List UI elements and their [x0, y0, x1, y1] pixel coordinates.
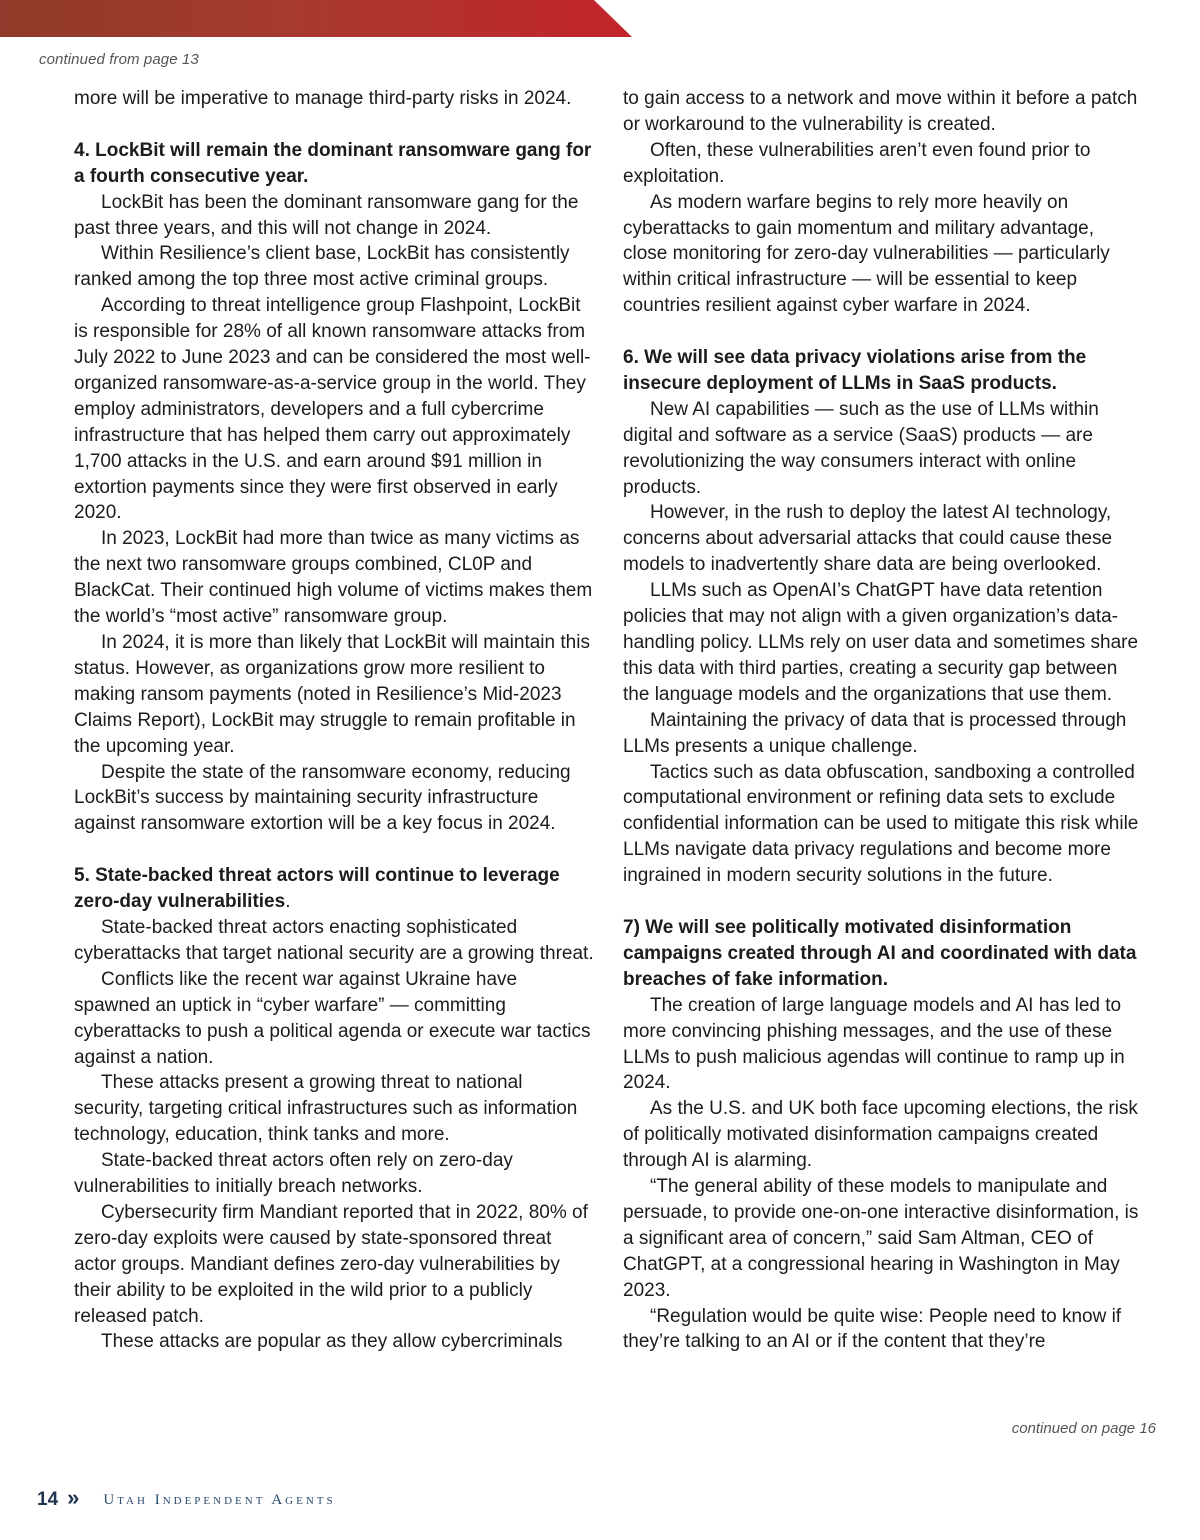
paragraph: Maintaining the privacy of data that is processed through LLMs presents a unique challenge.: [623, 709, 1127, 757]
paragraph: Within Resilience’s client base, LockBit has consistently ranked among the top three most active criminal groups.: [74, 243, 570, 291]
footer: [37, 1485, 336, 1512]
paragraph: Despite the state of the ransomware economy, reducing LockBit’s success by maintaining security infrastructure against ransomware extortion will be a key focus in 2024.: [74, 761, 571, 835]
paragraph: Often, these vulnerabilities aren’t even found prior to exploitation.: [623, 139, 1091, 187]
paragraph: State-backed threat actors enacting sophisticated cyberattacks that target national security are a growing threat.: [74, 916, 594, 964]
paragraph: Tactics such as data obfuscation, sandboxing a controlled computational environment or refining data sets to exclude confidential information can be used to mitigate this risk while LLMs navigate data privacy regulations and become more ingrained in modern security solutions in the future.: [623, 761, 1139, 887]
paragraph: “Regulation would be quite wise: People need to know if they’re talking to an AI or if the content that they’re: [623, 1305, 1122, 1353]
paragraph: As modern warfare begins to rely more heavily on cyberattacks to gain momentum and military advantage, close monitoring for zero-day vulnerabilities — particularly within critical infrastructure — will be essential to keep countries resilient against cyber warfare in 2024.: [623, 191, 1110, 317]
paragraph: These attacks present a growing threat to national security, targeting critical infrastructures such as information technology, education, think tanks and more.: [74, 1072, 578, 1146]
paragraph: more will be imperative to manage third-party risks in 2024.: [74, 88, 572, 109]
left-column: [74, 86, 594, 1355]
paragraph: LockBit has been the dominant ransomware gang for the past three years, and this will not change in 2024.: [74, 191, 579, 239]
paragraph: However, in the rush to deploy the latest AI technology, concerns about adversarial attacks that could cause these models to inadvertently share data are being overlooked.: [623, 502, 1113, 576]
paragraph: “The general ability of these models to manipulate and persuade, to provide one-on-one interactive disinformation, is a significant area of concern,” said Sam Altman, CEO of ChatGPT, at a congressional hearing in Washington in May 2023.: [623, 1176, 1139, 1301]
continued-from-note: continued from page 13: [39, 51, 199, 68]
paragraph: In 2023, LockBit had more than twice as many victims as the next two ransomware groups combined, CL0P and BlackCat. Their continued high volume of victims makes them the world’s “most active” ransomware group.: [74, 528, 593, 628]
paragraph: According to threat intelligence group Flashpoint, LockBit is responsible for 28% of all known ransomware attacks from July 2022 to June 2023 and can be considered the most well-organized ransomware-as-a-service group in the world. They employ administrators, developers and a full cybercrime infrastructure that has helped them carry out approximately 1,700 attacks in the U.S. and earn around $91 million in extortion payments since they were first observed in early 2020.: [74, 295, 591, 524]
section-heading-4: 4. LockBit will remain the dominant ransomware gang for a fourth consecutive year.: [74, 139, 592, 187]
paragraph: State-backed threat actors often rely on zero-day vulnerabilities to initially breach networks.: [74, 1150, 513, 1198]
section-heading-6: 6. We will see data privacy violations arise from the insecure deployment of LLMs in SaaS products.: [623, 347, 1087, 394]
double-chevron-icon: »: [67, 1485, 80, 1510]
paragraph: New AI capabilities — such as the use of LLMs within digital and software as a service (SaaS) products — are revolutionizing the way consumers interact with online products.: [623, 398, 1099, 498]
section-heading-5: [74, 863, 594, 915]
paragraph: These attacks are popular as they allow cybercriminals: [101, 1331, 563, 1353]
paragraph: The creation of large language models and AI has led to more convincing phishing messages, and the use of these LLMs to push malicious agendas will continue to ramp up in 2024.: [623, 994, 1125, 1094]
section-heading-7: 7) We will see politically motivated disinformation campaigns created through AI and coordinated with data breaches of fake information.: [623, 916, 1137, 990]
paragraph: LLMs such as OpenAI’s ChatGPT have data retention policies that may not align with a given organization’s data-handling policy. LLMs rely on user data and sometimes share this data with third parties, creating a security gap between the language models and the organizations that use them.: [623, 580, 1139, 705]
publication-name: Utah Independent Agents: [103, 1491, 336, 1508]
right-column: [623, 86, 1143, 1355]
continued-on-note: continued on page 16: [1011, 1420, 1156, 1437]
section-heading-5-text: 5. State-backed threat actors will continue to leverage zero-day vulnerabilities: [74, 865, 560, 913]
paragraph: to gain access to a network and move within it before a patch or workaround to the vulnerability is created.: [623, 88, 1138, 135]
page-number: 14: [37, 1489, 59, 1510]
top-banner: [0, 0, 632, 37]
paragraph: In 2024, it is more than likely that LockBit will maintain this status. However, as organizations grow more resilient to making ransom payments (noted in Resilience’s Mid-2023 Claims Report), LockBit may struggle to remain profitable in the upcoming year.: [74, 632, 590, 757]
section-heading-5-period: .: [285, 891, 291, 913]
paragraph: Cybersecurity firm Mandiant reported that in 2022, 80% of zero-day exploits were caused by state-sponsored threat actor groups. Mandiant defines zero-day vulnerabilities by their ability to be exploited in the wild prior to a publicly released patch.: [74, 1201, 588, 1327]
paragraph: As the U.S. and UK both face upcoming elections, the risk of politically motivated disinformation campaigns created through AI is alarming.: [623, 1098, 1138, 1172]
paragraph: Conflicts like the recent war against Ukraine have spawned an uptick in “cyber warfare” — committing cyberattacks to push a political agenda or execute war tactics against a nation.: [74, 968, 591, 1068]
